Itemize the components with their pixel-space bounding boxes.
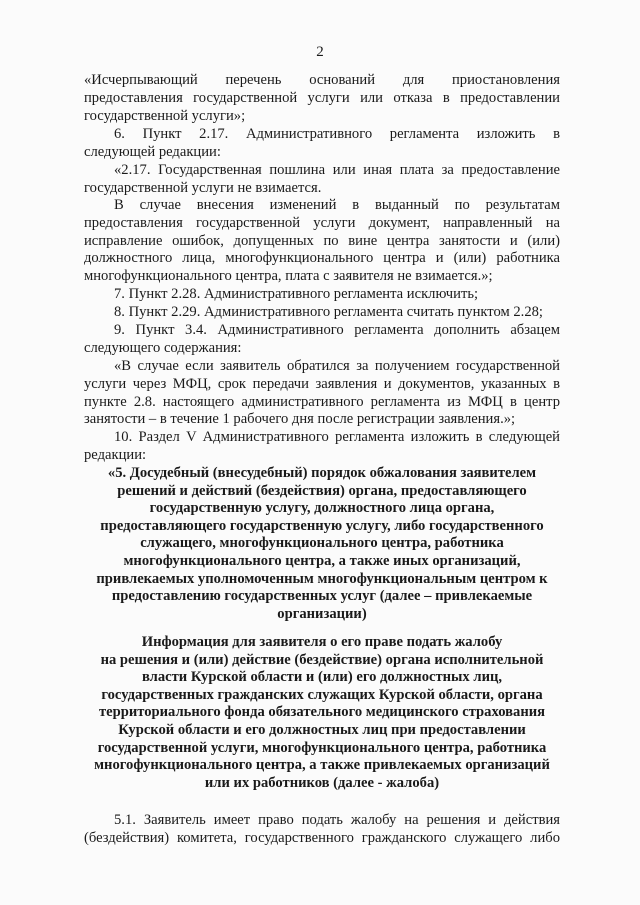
text-line: 6. Пункт 2.17. Административного регламента изложить в [114, 126, 560, 142]
paragraph-item-8 [84, 304, 560, 322]
paragraph-5-1 [84, 812, 560, 848]
text-line: пункте 2.8. настоящего административного регламента из МФЦ в центр [84, 393, 560, 410]
text-line: исправление ошибок, допущенных по вине центра занятости и (или) [84, 232, 560, 249]
text-line: «2.17. Государственная пошлина или иная плата за предоставление [114, 162, 560, 178]
text-line: занятости – в течение 1 рабочего дня после регистрации заявления.»; [84, 411, 516, 428]
text-line: предоставления государственной услуги или отказа в предоставлении [84, 89, 560, 106]
text-line: предоставления государственной услуги документ, направленный на [84, 214, 560, 231]
heading-line: или их работников (далее - жалоба) [204, 774, 440, 791]
text-line: «Исчерпывающий перечень оснований для приостановления [84, 72, 560, 88]
heading-line: на решения и (или) действие (бездействие) органа исполнительной [100, 651, 544, 668]
heading-line: решений и действий (бездействия) органа, предоставляющего [117, 482, 527, 499]
page-number: 2 [316, 44, 324, 60]
heading-line: Курской области и его должностных лиц при предоставлении [118, 721, 526, 738]
text-line: редакции: [84, 446, 147, 463]
heading-line: многофункционального центра, а также привлекаемых организаций [94, 757, 550, 774]
heading-line: привлекаемых уполномоченным многофункциональным центром к [96, 570, 548, 587]
heading-line: многофункционального центра, а также иных организаций, [123, 552, 521, 569]
text-line: 9. Пункт 3.4. Административного регламента дополнить абзацем [114, 322, 560, 338]
text-line: государственной услуги»; [84, 107, 246, 124]
text-line: следующей редакции: [84, 143, 221, 160]
paragraph-changes [84, 197, 560, 286]
paragraph-item-6 [84, 126, 560, 162]
text-line: должностного лица, многофункционального центра и (или) работника [84, 250, 560, 267]
section-5-heading [84, 465, 560, 623]
heading-line: организации) [277, 605, 367, 622]
text-line: В случае внесения изменений в выданный по результатам [114, 197, 560, 213]
text-line: 8. Пункт 2.29. Административного регламента считать пунктом 2.28; [114, 304, 543, 320]
paragraph-grounds-list [84, 72, 560, 125]
text-line: 10. Раздел V Административного регламента изложить в следующей [114, 429, 560, 445]
heading-line: «5. Досудебный (внесудебный) порядок обжалования заявителем [107, 465, 537, 481]
text-line: 5.1. Заявитель имеет право подать жалобу на решения и действия [114, 812, 560, 828]
heading-line: предоставляющего государственную услугу, либо государственного [100, 517, 544, 534]
text-line: следующего содержания: [84, 339, 242, 356]
heading-line: служащего, многофункционального центра, работника [140, 535, 504, 552]
text-line: (бездействия) комитета, государственного гражданского служащего либо [84, 829, 560, 846]
text-line: услуги через МФЦ, срок передачи заявления и документов, указанных в [84, 375, 560, 392]
text-line: многофункционального центра, плата с заявителя не взимается.»; [84, 268, 493, 285]
paragraph-2-17 [84, 162, 560, 198]
complaint-info-heading [84, 634, 560, 792]
paragraph-item-7 [84, 286, 560, 304]
heading-line: территориального фонда обязательного медицинского страхования [98, 704, 546, 721]
paragraph-mfc [84, 358, 560, 429]
paragraph-item-9 [84, 322, 560, 358]
text-line: 7. Пункт 2.28. Административного регламента исключить; [114, 286, 479, 302]
heading-line: государственных гражданских служащих Курской области, органа [101, 686, 543, 703]
heading-line: Информация для заявителя о его праве подать жалобу [141, 634, 503, 650]
paragraph-item-10 [84, 429, 560, 465]
heading-line: предоставлению государственных услуг (далее – привлекаемые [111, 588, 533, 605]
text-line: «В случае если заявитель обратился за получением государственной [114, 358, 560, 374]
text-line: государственной услуги не взимается. [84, 179, 322, 196]
heading-line: государственную услугу, должностного лица органа, [149, 500, 495, 517]
heading-line: государственной услуги, многофункционального центра, работника [97, 739, 547, 756]
heading-line: власти Курской области и (или) его должностных лиц, [141, 669, 503, 686]
